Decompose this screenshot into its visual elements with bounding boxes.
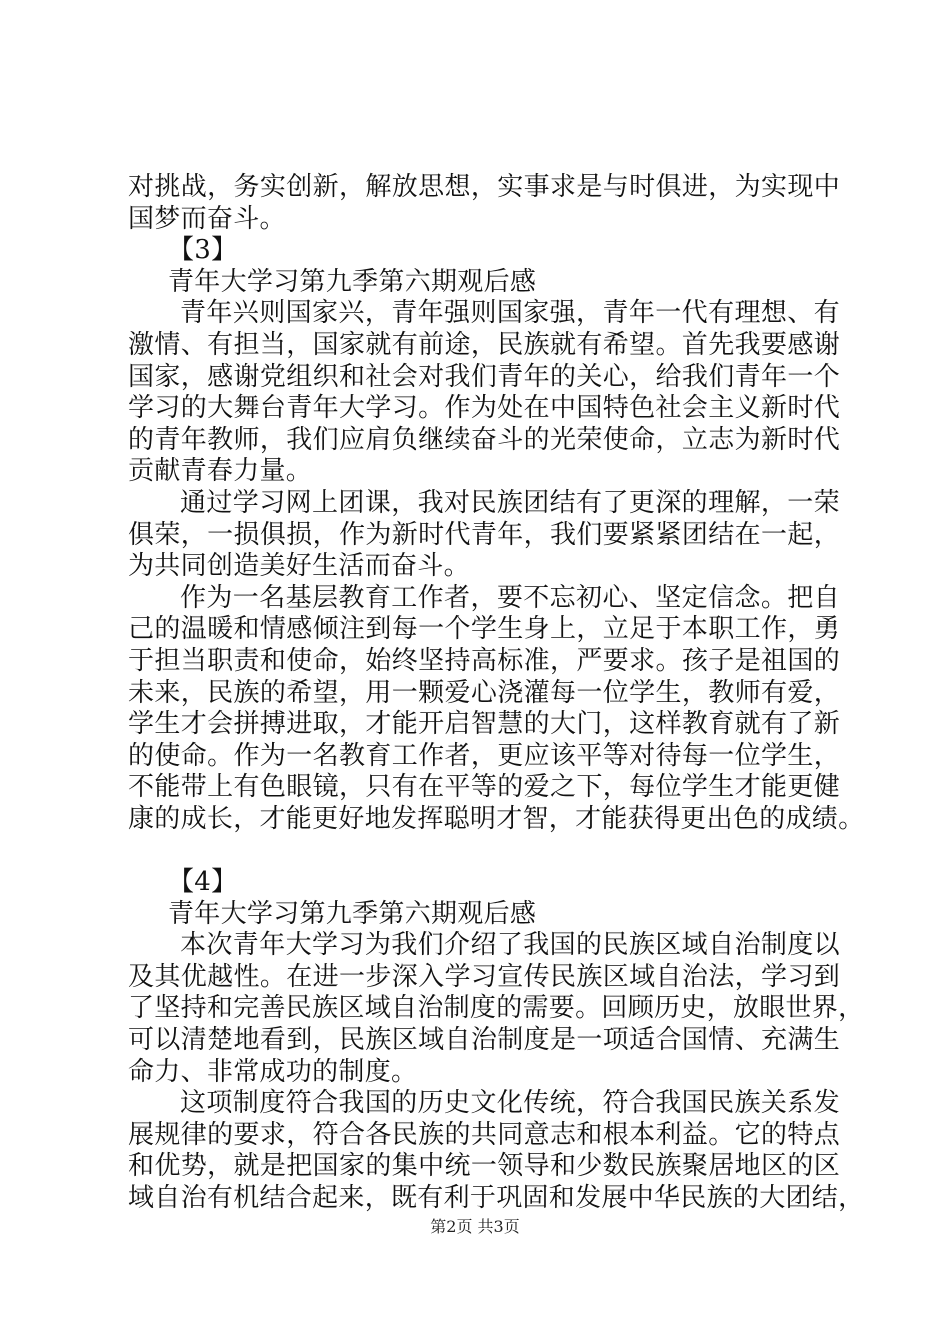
text-line: 及其优越性。在进一步深入学习宣传民族区域自治法，学习到 <box>128 961 840 992</box>
text-line: 不能带上有色眼镜，只有在平等的爱之下，每位学生才能更健 <box>128 772 840 803</box>
text-line: 未来，民族的希望，用一颗爱心浇灌每一位学生，教师有爱， <box>128 677 840 708</box>
text-line: 对挑战，务实创新，解放思想，实事求是与时俱进，为实现中 <box>128 172 840 202</box>
text-line: 青年兴则国家兴，青年强则国家强，青年一代有理想、有 <box>180 298 840 329</box>
text-line: 学习的大舞台青年大学习。作为处在中国特色社会主义新时代 <box>128 393 840 424</box>
text-line: 作为一名基层教育工作者，要不忘初心、坚定信念。把自 <box>180 582 840 613</box>
document-body <box>128 172 865 1215</box>
text-line: 学生才会拼搏进取，才能开启智慧的大门，这样教育就有了新 <box>128 709 840 740</box>
text-line: 康的成长，才能更好地发挥聪明才智，才能获得更出色的成绩。 <box>128 803 865 834</box>
text-line: 命力、非常成功的制度。 <box>128 1056 418 1087</box>
text-line: 俱荣，一损俱损，作为新时代青年，我们要紧紧团结在一起， <box>128 519 840 550</box>
text-line: 这项制度符合我国的历史文化传统，符合我国民族关系发 <box>180 1088 840 1119</box>
section-marker: 【4】 <box>168 867 238 898</box>
text-line: 域自治有机结合起来，既有利于巩固和发展中华民族的大团结， <box>128 1183 865 1213</box>
section-marker: 【3】 <box>168 235 238 266</box>
section-title: 青年大学习第九季第六期观后感 <box>168 898 537 929</box>
page-footer: 第2页 共3页 <box>430 1217 520 1236</box>
text-line: 于担当职责和使命，始终坚持高标准，严要求。孩子是祖国的 <box>128 645 840 676</box>
text-line: 的使命。作为一名教育工作者，更应该平等对待每一位学生， <box>128 740 840 771</box>
text-line: 通过学习网上团课，我对民族团结有了更深的理解，一荣 <box>180 487 840 518</box>
text-line: 激情、有担当，国家就有前途，民族就有希望。首先我要感谢 <box>128 329 840 360</box>
text-line: 展规律的要求，符合各民族的共同意志和根本利益。它的特点 <box>128 1119 840 1150</box>
text-line: 贡献青春力量。 <box>128 456 313 487</box>
text-line: 国家，感谢党组织和社会对我们青年的关心，给我们青年一个 <box>128 361 840 392</box>
text-line: 可以清楚地看到，民族区域自治制度是一项适合国情、充满生 <box>128 1025 840 1056</box>
text-line: 国梦而奋斗。 <box>128 203 286 234</box>
section-title: 青年大学习第九季第六期观后感 <box>168 266 537 297</box>
text-line: 和优势，就是把国家的集中统一领导和少数民族聚居地区的区 <box>128 1151 840 1182</box>
blank-line <box>128 835 840 867</box>
text-line: 己的温暖和情感倾注到每一个学生身上，立足于本职工作，勇 <box>128 614 840 645</box>
text-line: 本次青年大学习为我们介绍了我国的民族区域自治制度以 <box>180 930 840 961</box>
text-line: 了坚持和完善民族区域自治制度的需要。回顾历史，放眼世界， <box>128 993 865 1024</box>
text-line: 的青年教师，我们应肩负继续奋斗的光荣使命，立志为新时代 <box>128 424 840 455</box>
text-line: 为共同创造美好生活而奋斗。 <box>128 551 470 582</box>
